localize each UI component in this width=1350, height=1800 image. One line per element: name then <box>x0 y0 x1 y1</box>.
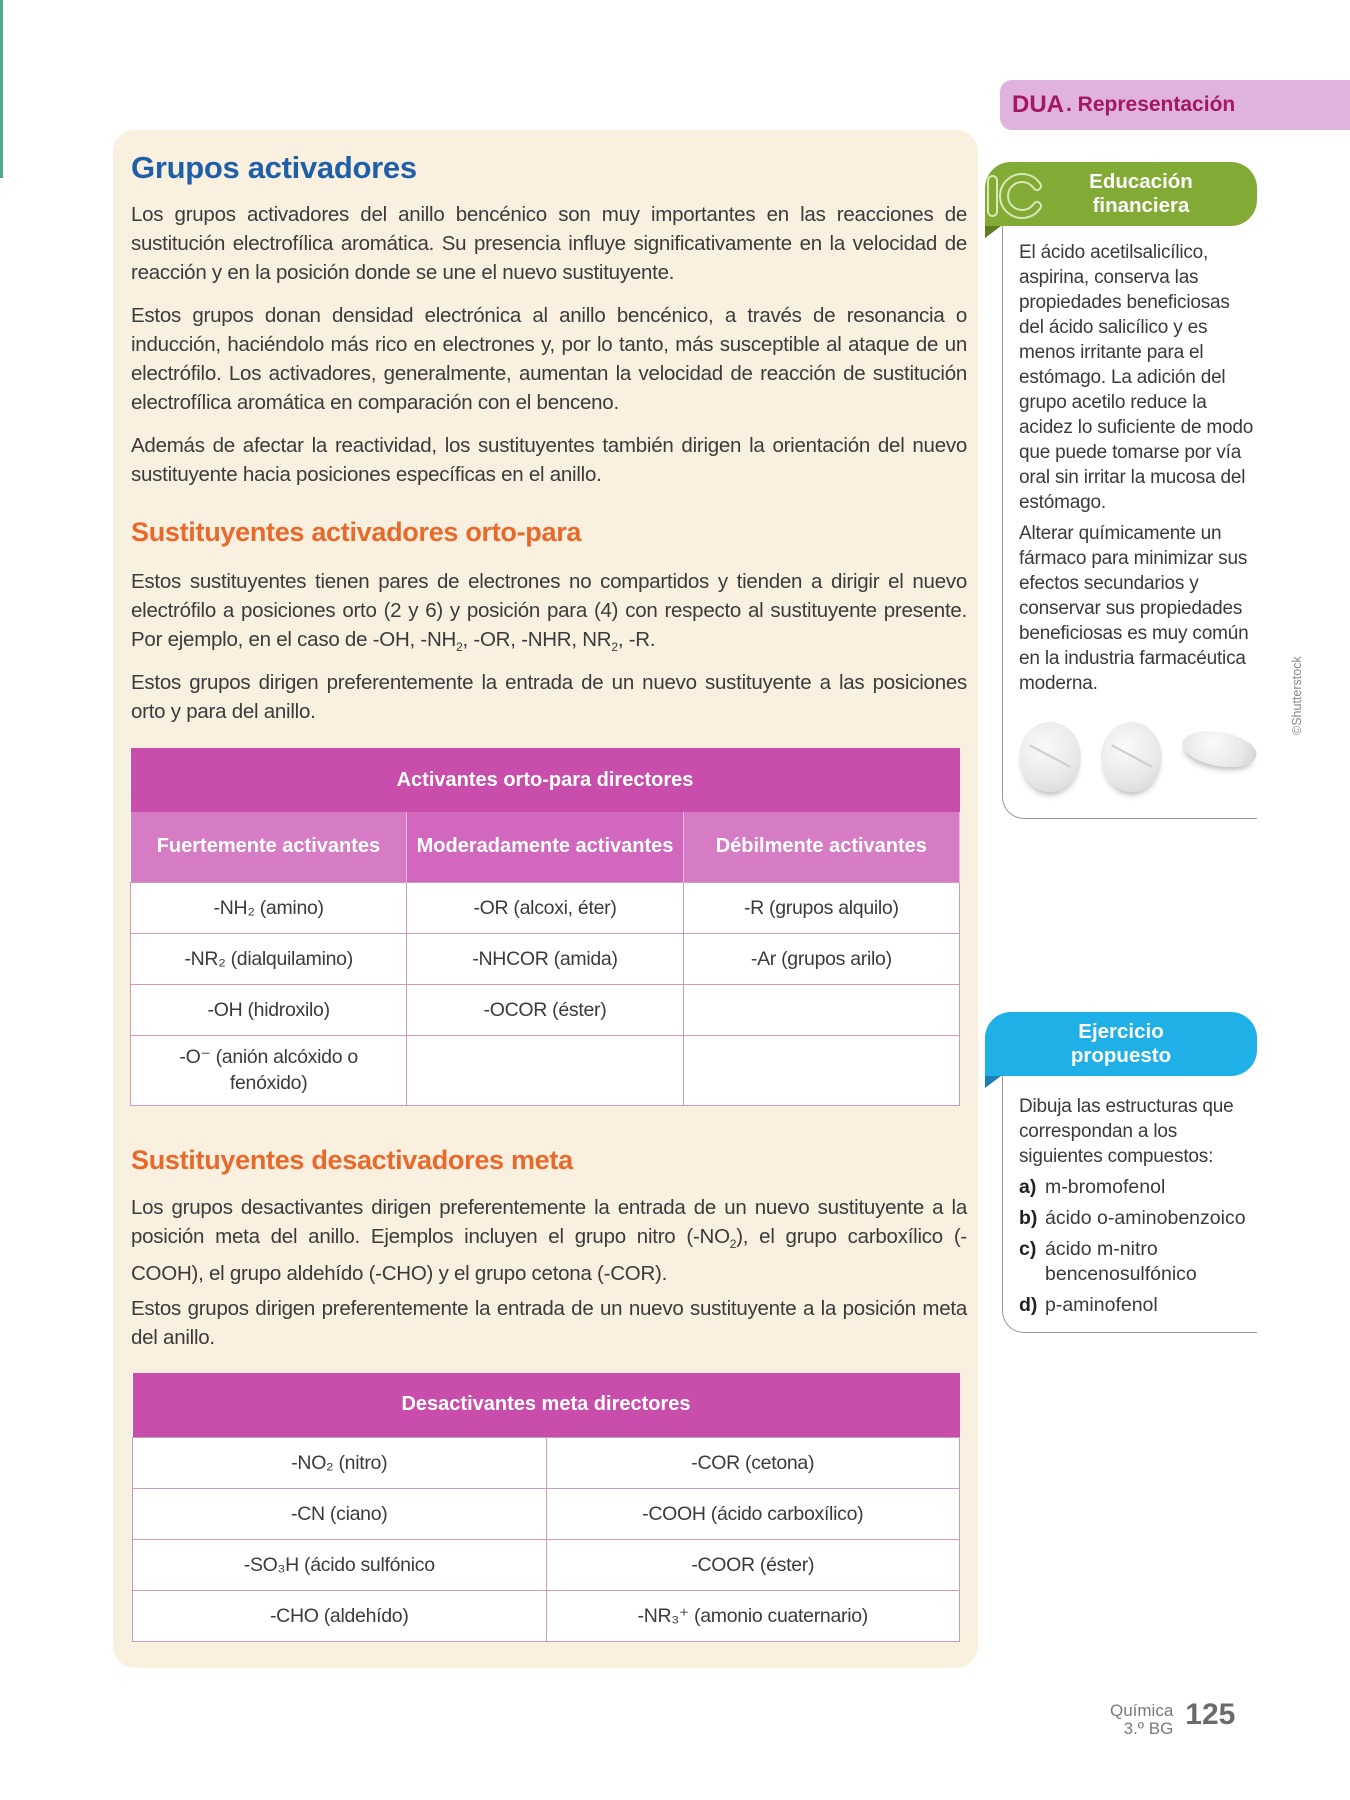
intro-paragraph-2: Estos grupos donan densidad electrónica al anillo bencénico, a través de resonancia o inducción, haciéndolo más rico en electrones y, por lo tanto, más susceptible al ataque de un electrófilo. Los activadores, generalmente, aumentan la velocidad de reacción de sustitución electrofílica aromática en comparación con el benceno. <box>131 304 967 414</box>
meta-paragraph-2: Estos grupos dirigen preferentemente la entrada de un nuevo sustituyente a la posición meta del anillo. <box>131 1297 967 1349</box>
intro-paragraph-3: Además de afectar la reactividad, los sustituyentes también dirigen la orientación del nuevo sustituyente hacia posiciones específicas en el anillo. <box>131 434 967 486</box>
aspirin-pills-image <box>1019 718 1257 796</box>
table-cell: -O⁻ (anión alcóxido o fenóxido) <box>131 1035 407 1105</box>
ortho-para-paragraph-2: Estos grupos dirigen preferentemente la entrada de un nuevo sustituyente a las posiciones orto y para del anillo. <box>131 671 967 723</box>
exercise-instruction: Dibuja las estructuras que correspondan a los siguientes compuestos: <box>1019 1096 1234 1167</box>
exercise-item-c: c) ácido m-nitro bencenosulfónico <box>1019 1238 1197 1285</box>
page-number: 125 <box>1185 1698 1236 1731</box>
table-cell <box>683 984 959 1035</box>
dua-category: . Representación <box>1066 93 1236 116</box>
page-footer <box>1110 1700 1235 1738</box>
deactivators-table-title: Desactivantes meta directores <box>133 1373 960 1437</box>
financial-paragraph-2: Alterar químicamente un fármaco para minimizar sus efectos secundarios y conservar sus propiedades beneficiosas es muy común en la industria farmacéutica moderna. <box>1019 523 1249 694</box>
page-edge-bar <box>0 0 3 178</box>
tab-title-line2: financiera <box>1092 194 1190 217</box>
column-header-moderate: Moderadamente activantes <box>407 812 683 882</box>
table-row <box>131 984 960 1035</box>
table-row <box>131 933 960 984</box>
table-cell <box>683 1035 959 1105</box>
financial-education-tab <box>985 162 1257 226</box>
financial-education-body <box>1002 226 1257 819</box>
exercise-tab <box>985 1012 1257 1076</box>
deactivators-table <box>132 1373 960 1642</box>
table-cell: -OH (hidroxilo) <box>131 984 407 1035</box>
table-cell: -NH₂ (amino) <box>131 882 407 933</box>
table-row <box>133 1590 960 1641</box>
table-cell <box>407 1035 683 1105</box>
exercise-item-a: a) m-bromofenol <box>1019 1176 1166 1198</box>
exercise-box <box>985 1012 1257 1333</box>
table-cell: -NHCOR (amida) <box>407 933 683 984</box>
table-cell: -OCOR (éster) <box>407 984 683 1035</box>
meta-paragraph-1: Los grupos desactivantes dirigen preferentemente la entrada de un nuevo sustituyente a la posición meta del anillo. Ejemplos incluyen el grupo nitro $(-NO_2)$, el grupo carboxílico (-COOH), el grupo aldehído (-CHO) y el grupo cetona (-COR). <box>131 1196 967 1285</box>
tab-title-line1: Ejercicio <box>1078 1020 1164 1043</box>
ic-icon <box>985 168 1045 222</box>
table-cell: -NR₂ (dialquilamino) <box>131 933 407 984</box>
table-cell: -OR (alcoxi, éter) <box>407 882 683 933</box>
image-credit: ©Shutterstock <box>1290 656 1304 735</box>
exercise-item-b: b) ácido o-aminobenzoico <box>1019 1207 1246 1229</box>
column-header-weak: Débilmente activantes <box>683 812 959 882</box>
footer-subject: Química <box>1110 1701 1174 1720</box>
table-cell: -CHO (aldehído) <box>133 1590 547 1641</box>
financial-education-box <box>985 162 1257 819</box>
table-cell: -COR (cetona) <box>546 1437 960 1488</box>
dua-label: DUA <box>1012 91 1064 118</box>
tab-tail <box>985 1076 1001 1088</box>
section-title-ortho-para: Sustituyentes activadores orto-para <box>131 517 582 547</box>
pill-icon <box>1101 722 1163 792</box>
table-row <box>131 882 960 933</box>
table-row <box>131 1035 960 1105</box>
main-content-panel <box>113 130 978 1668</box>
tab-tail <box>985 226 1001 238</box>
page-title: Grupos activadores <box>131 150 417 185</box>
table-cell: -CN (ciano) <box>133 1488 547 1539</box>
pill-icon <box>1180 726 1259 772</box>
exercise-body <box>1002 1076 1257 1333</box>
dua-banner <box>1000 80 1350 130</box>
table-row <box>133 1488 960 1539</box>
footer-grade: 3.º BG <box>1123 1719 1174 1738</box>
column-header-strong: Fuertemente activantes <box>131 812 407 882</box>
tab-title-line2: propuesto <box>1070 1044 1172 1067</box>
table-row <box>133 1539 960 1590</box>
section-title-meta: Sustituyentes desactivadores meta <box>131 1145 573 1175</box>
table-cell: -Ar (grupos arilo) <box>683 933 959 984</box>
table-cell: -R (grupos alquilo) <box>683 882 959 933</box>
financial-paragraph-1: El ácido acetilsalicílico, aspirina, conserva las propiedades beneficiosas del ácido salicílico y es menos irritante para el estómago. La adición del grupo acetilo reduce la acidez lo suficiente de modo que puede tomarse por vía oral sin irritar la mucosa del estómago. <box>1019 242 1254 513</box>
activators-table <box>130 748 960 1106</box>
table-row <box>133 1437 960 1488</box>
table-cell: -SO₃H (ácido sulfónico <box>133 1539 547 1590</box>
ortho-para-paragraph-1: Estos sustituyentes tienen pares de electrones no compartidos y tienden a dirigir el nuevo electrófilo a posiciones orto (2 y 6) y posición para (4) con respecto al sustituyente presente. Por ejemplo, en el caso de -OH, $-NH_2$, -OR, -NHR, $NR_2$, -R. <box>131 570 967 654</box>
activators-table-title: Activantes orto-para directores <box>131 748 960 812</box>
table-cell: -NO₂ (nitro) <box>133 1437 547 1488</box>
pill-icon <box>1019 722 1081 792</box>
intro-paragraph-1: Los grupos activadores del anillo bencénico son muy importantes en las reacciones de sustitución electrofílica aromática. Su presencia influye significativamente en la velocidad de reacción y en la posición donde se une el nuevo sustituyente. <box>131 203 967 284</box>
tab-title-line1: Educación <box>1089 170 1193 193</box>
exercise-item-d: d) p-aminofenol <box>1019 1294 1158 1316</box>
table-cell: -COOR (éster) <box>546 1539 960 1590</box>
table-cell: -COOH (ácido carboxílico) <box>546 1488 960 1539</box>
table-cell: -NR₃⁺ (amonio cuaternario) <box>546 1590 960 1641</box>
